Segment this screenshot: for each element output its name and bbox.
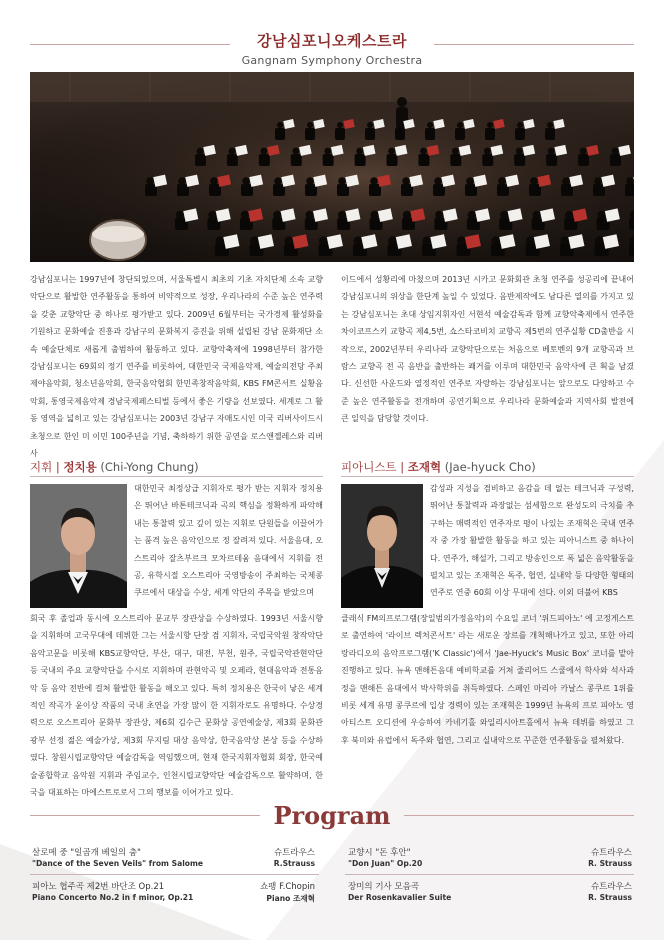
musician-head	[260, 148, 267, 155]
musician-head	[292, 148, 299, 155]
page-header	[0, 30, 664, 67]
musician-head	[562, 177, 570, 185]
orchestra-intro-left: 강남심포니는 1997년에 창단되었으며, 서울특별시 최초의 기초 자치단체 소속 교향악단으로 활발한 연주활동을 통하여 비약적으로 성장, 우리나라의 수준 높은 연주력을 갖춘 교향악단 중 하나로 평가받고 있다. 2009년 6월부터는 국가경제 활성화를 기원하고 문화예술 진흥과 강남구의 문화복지 증진을 위해 설립된 강남 문화재단 소속 예술단체로 새롭게 출범하여 활동하고 있다. 교향악축제에 1998년부터 참가한 강남심포니는 69회의 정기 연주를 비롯하여, 대한민국 국제음악제, 예술의전당 주최 제야음악회, 청소년음악회, 한국음악협회 한민족창작음악회, KBS FM콘서트 실황음악회, 통영국제음악제 경남국제페스티벌 등에서 좋은 기량을 선보였다. 세계로 그 활동 영역을 넓히고 있는 강남심포니는 2003년 강남구 자매도시인 미국 리버사이드시 초청으로 한인 미 이민 100주년을 기념, 축하하기 위한 공연을 로스앤젤레스와 리버사	[30, 275, 323, 459]
musician-head	[457, 122, 463, 128]
conductor-portrait	[30, 484, 127, 608]
program-item-title-en: Piano Concerto No.2 in f minor, Op.21	[32, 893, 194, 902]
musician-head	[229, 148, 236, 155]
musician-body	[335, 128, 345, 140]
musician-head	[337, 122, 343, 128]
musician-head	[210, 177, 218, 185]
musician-body	[291, 154, 302, 166]
conductor-bio-part2: 회국 후 졸업과 동시에 오스트리아 문교부 장관상을 수상하였다. 1993년 서울시향을 지휘하며 고국무대에 데뷔한 그는 서울시향 단장 겸 지휘자, 국립국악원 창작악단 음악고문을 비롯해 KBS교향악단, 부산, 대구, 대전, 부천, 원주, 국립국악관현악단 등 국내의 주요 교향악단을 수시로 지휘하며 관현악곡 및 오페라, 현대음악과 전통음악 등 음악 전반에 걸쳐 활발한 활동을 해오고 있다. 특히 정치용은 한국이 낳은 세계적인 작곡가 윤이상 작품의 국내 초연을 가장 많이 한 지휘자로도 유명하다. 수상경력으로 오스트리아 문화부 장관상, 제6회 김수근 문화상 공연예술상, 제3회 문화관광부 선정 젊은 예술가상, 제3회 무지림 대상 음악상, 한국음악상 본상 등을 수상하였다. 창원시립교향악단 예술감독을 역임했으며, 현재 한국지휘자협회 회장, 한국예술종합학교 음악원 지휘과 주임교수, 인천시립교향악단 예술감독으로 활약하며, 한국을 대표하는 마에스트로로서 그의 행보를 이어가고 있다.	[30, 614, 323, 798]
program-item-composer-en: Piano 조재혁	[266, 894, 315, 903]
musician-body	[305, 128, 315, 140]
musician-body	[355, 154, 366, 166]
pianist-name: 조재혁	[407, 460, 442, 474]
musician-head	[402, 177, 410, 185]
conductor-role: 지휘	[30, 460, 53, 474]
musician-head	[565, 211, 573, 219]
musician-head	[580, 148, 587, 155]
musician-head	[208, 211, 216, 219]
musician-body	[227, 154, 238, 166]
pianist-bio-continued	[341, 610, 634, 760]
musician-head	[306, 177, 314, 185]
musician-head	[597, 211, 605, 219]
musician-body	[545, 128, 555, 140]
musician-body	[625, 184, 634, 196]
program-item-title-ko: 교향시 "돈 후안"	[348, 848, 411, 858]
musician-head	[277, 122, 283, 128]
pianist-bio-part1: 감성과 지성을 겸비하고 음감을 데 없는 테크닉과 구성력, 뛰어난 통찰력과 과장없는 섬세함으로 완성도의 극치를 추구하는 매력적인 연주자로 평이 나있는 조재혁은 국내 연주자 중 가장 활발한 활동을 하고 있는 피아니스트 중 하나이다. 연주가, 해설가, 그리고 방송인으로 폭 넓은 음악활동을 펼치고 있는 조재혁은 독주, 협연, 실내악 등 다양한 형태의 연주로 연중 60회 이상 무대에 선다. 이외 더불어 KBS	[430, 484, 634, 598]
pianist-heading-rule	[341, 476, 634, 477]
musician-body	[578, 154, 589, 166]
pianist-bio-wrap	[430, 480, 634, 610]
musician-body	[610, 154, 621, 166]
musician-head	[178, 177, 186, 185]
musician-head	[176, 211, 184, 219]
orchestra-title-english: Gangnam Symphony Orchestra	[241, 54, 423, 67]
orchestra-title-korean: 강남심포니오케스트라	[257, 32, 407, 50]
musician-head	[612, 148, 619, 155]
musician-body	[395, 128, 405, 140]
musician-head	[548, 148, 555, 155]
pianist-portrait	[341, 484, 423, 608]
program-item-title-en: "Don Juan" Op.20	[348, 859, 423, 868]
pianist-name-english: (Jae-hyuck Cho)	[444, 460, 536, 474]
program-divider	[30, 874, 319, 875]
conductor-bio-wrap	[134, 480, 323, 610]
musician-head	[466, 177, 474, 185]
musician-head	[516, 148, 523, 155]
musician-body	[365, 128, 375, 140]
musician-head	[370, 211, 378, 219]
musician-head	[498, 177, 506, 185]
orchestra-intro-right: 이드에서 성황리에 마쳤으며 2013년 시카고 문화회관 초청 연주를 성공리에 끝내어 강남심포니의 위상을 한단계 높일 수 있었다. 음반제작에도 남다른 열의를 가지고 있는 강남심포니는 초대 상임지휘자인 서현석 예술감독과 함께 교향악축제에서 연주한 차이코프스키 교향곡 제4,5번, 쇼스타코비치 교향곡 제5번의 연주실황 CD출반을 시작으로, 2002년부터 우리나라 교향악단으로는 처음으로 베토벤의 9개 교향곡과 브람스 교향곡 전 곡 음반을 출반하는 쾌거를 이루며 대한민국 음악사에 큰 획을 남겼다. 신선한 사운드와 열정적인 연주로 자랑하는 강남심포니는 앞으로도 다양하고 수준 높은 연주활동을 전개하며 공연기획으로 우리나라 문화예술과 지역사회 발전에 큰 일익을 담당할 것이다.	[341, 275, 634, 424]
conductor-heading: 지휘 | 정치용 (Chi-Yong Chung)	[30, 460, 199, 474]
header-rule-right	[434, 44, 634, 45]
musician-head	[435, 211, 443, 219]
musician-head	[306, 211, 314, 219]
program-item-composer-ko: 슈트라우스	[590, 882, 632, 892]
musician-body	[546, 154, 557, 166]
program-item-composer-en: R. Strauss	[588, 893, 632, 902]
pianist-heading: 피아니스트 | 조재혁 (Jae-hyuck Cho)	[341, 460, 536, 474]
musician-head	[427, 122, 433, 128]
musician-head	[533, 211, 541, 219]
musician-head	[274, 177, 282, 185]
musician-head	[241, 211, 249, 219]
musician-head	[397, 122, 403, 128]
musician-head	[338, 177, 346, 185]
program-item	[348, 880, 632, 908]
musician-body	[418, 154, 429, 166]
musician-head	[356, 148, 363, 155]
musician-head	[307, 122, 313, 128]
program-item-composer-en: R.Strauss	[273, 859, 315, 868]
musician-body	[485, 128, 495, 140]
musician-head	[420, 148, 427, 155]
musician-body	[482, 154, 493, 166]
musician-body	[629, 218, 634, 230]
musician-head	[484, 148, 491, 155]
musician-body	[275, 128, 285, 140]
header-rule-left	[30, 44, 230, 45]
musician-body	[450, 154, 461, 166]
conductor-name-english: (Chi-Yong Chung)	[100, 460, 199, 474]
pianist-bio-part2: 클래식 FM의프로그램(장일범의가정음악)의 수요일 코너 '위드피아노' 에 고정게스트로 출연하여 '라이브 렉처콘서트' 라는 새로운 장르를 개척해나가고 있고, 또한 아리랑라디오의 음악프로그램('K Classic')에서 'Jae-Hyuck's Music Box' 코너를 맡아 진행하고 있다. 뉴욕 맨해튼음대 예비학교를 거쳐 줄리어드 스쿨에서 학사와 석사과정을 맨해튼 음대에서 박사학위를 취득하였다. 스페인 마리아 카날스 콩쿠르 1위를 비롯 세계 유명 콩쿠르에 입상 경력이 있는 조재혁은 1999년 뉴욕의 프로 피아노 영아티스트 오디션에 우승하여 카네기홀 와일리시아트홀에서 뉴욕 데뷔를 하였고 그 후 북미와 유럽에서 독주와 협연, 그리고 실내악으로 꾸준한 연주활동을 펼쳐왔다.	[341, 614, 634, 745]
musician-head	[370, 177, 378, 185]
program-item-composer-ko: 슈트라우스	[273, 848, 315, 858]
musician-head	[338, 211, 346, 219]
musician-body	[387, 154, 398, 166]
musician-body	[515, 128, 525, 140]
musician-body	[195, 154, 206, 166]
musician-head	[487, 122, 493, 128]
program-item-title-en: "Dance of the Seven Veils" from Salome	[32, 859, 204, 868]
musician-body	[629, 244, 634, 256]
musician-head	[468, 211, 476, 219]
program-item-title-ko: 장미의 기사 모음곡	[348, 882, 420, 892]
program-divider	[345, 874, 634, 875]
musician-head	[403, 211, 411, 219]
program-item-composer-en: R. Strauss	[588, 859, 632, 868]
program-item-title-ko: 살로메 중 "일곱개 베일의 춤"	[32, 848, 141, 858]
program-item	[32, 880, 315, 908]
musician-head	[367, 122, 373, 128]
musician-head	[324, 148, 331, 155]
conductor-heading-rule	[30, 476, 323, 477]
program-title: Program	[273, 801, 391, 830]
pianist-role: 피아니스트	[341, 460, 397, 474]
musician-head	[594, 177, 602, 185]
musician-head	[517, 122, 523, 128]
musician-head	[547, 122, 553, 128]
musician-head	[434, 177, 442, 185]
conductor-name: 정치용	[63, 460, 97, 474]
program-item	[348, 846, 632, 874]
musician-head	[626, 177, 634, 185]
musician-head	[452, 148, 459, 155]
musician-body	[259, 154, 270, 166]
musician-body	[323, 154, 334, 166]
program-item-title-ko: 피아노 협주곡 제2번 바단조 Op.21	[32, 882, 165, 892]
musician-head	[146, 177, 154, 185]
musician-head	[273, 211, 281, 219]
musician-head	[500, 211, 508, 219]
program-item-title-en: Der Rosenkavalier Suite	[348, 893, 452, 902]
program-item-composer-ko: 슈트라우스	[590, 848, 632, 858]
musician-head	[242, 177, 250, 185]
musician-head	[197, 148, 204, 155]
musician-head	[530, 177, 538, 185]
musician-body	[455, 128, 465, 140]
musician-head	[388, 148, 395, 155]
program-item	[32, 846, 315, 874]
conductor-bio-continued	[30, 610, 323, 800]
musician-body	[514, 154, 525, 166]
conductor-bio-part1: 대한민국 최정상급 지휘자로 평가 받는 지휘자 정치용은 뛰어난 바톤테크닉과 곡의 핵심을 정확하게 파악해내는 통찰력 있고 깊이 있는 지휘로 단원들을 이끌어가는 품격 높은 음악인으로 정 잘려져 있다. 서울음대, 오스트리아 잘츠부르크 모차르테움 음대에서 지휘를 전공, 유학시절 오스트리아 국영방송이 주최하는 국제콩쿠르에서 대상을 수상, 세계 악단의 주목을 받았으며	[134, 484, 323, 598]
musician-body	[425, 128, 435, 140]
orchestra-photo	[30, 72, 634, 262]
program-item-composer-ko: 쇼팽 F.Chopin	[259, 882, 315, 892]
